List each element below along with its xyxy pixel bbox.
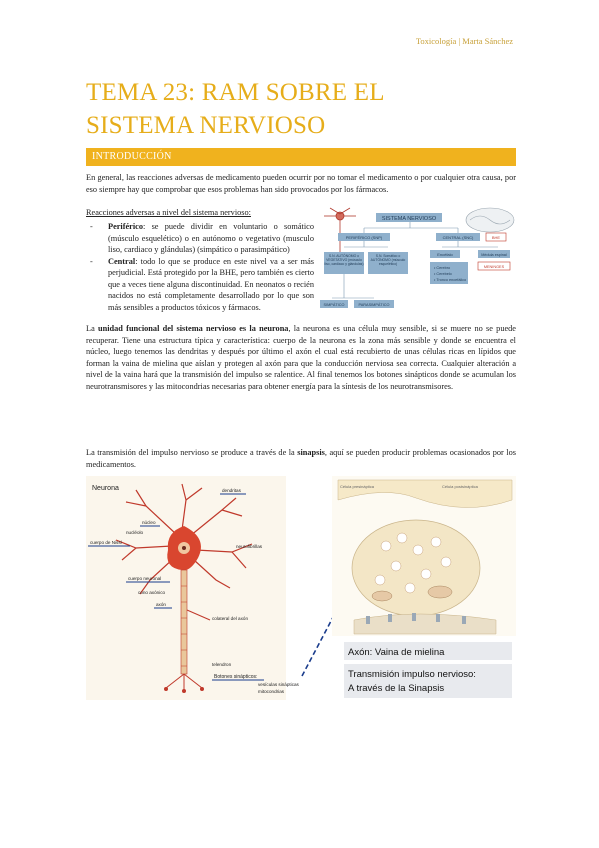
list-item-central <box>86 256 314 314</box>
axon-icon <box>181 570 187 674</box>
diagram-root: SISTEMA NERVIOSO <box>381 216 437 222</box>
diagram-central: CENTRAL (SNC) <box>442 235 474 240</box>
caption-axon: Axón: Vaina de mielina <box>348 647 445 658</box>
nervous-system-list <box>86 221 314 313</box>
section-heading-introduccion: INTRODUCCIÓN <box>86 148 516 166</box>
diagram-cerebelo: • Cerebelo <box>434 272 452 276</box>
neuron-heading: Neurona <box>92 485 119 492</box>
label-vesiculas: vesículas sinápticas <box>258 682 299 687</box>
neuron-synapse-figure <box>86 476 516 700</box>
label-neurofibrillas: neurofibrillas <box>236 544 263 549</box>
diagram-tronco: • Tronco encefálico <box>434 278 467 282</box>
diagram-cerebro: • Cerebro <box>434 266 451 270</box>
diagram-encefalo: Encéfalo <box>437 252 453 257</box>
synapse-panel <box>332 476 516 636</box>
para-bold: unidad funcional del sistema nervioso es la neurona <box>98 324 289 333</box>
page-title <box>86 76 526 142</box>
label-axon: axón <box>156 602 166 607</box>
label-nucleolo: nucléolo <box>126 530 144 535</box>
diagram-simpatico: SIMPÁTICO <box>323 303 345 307</box>
label-cuerpo-nissl: cuerpo de Nissl <box>90 540 122 545</box>
para-bold: sinapsis <box>297 448 325 457</box>
label-botones: Botones sinápticos: <box>214 674 258 680</box>
synapse-pre-label: Célula presináptica <box>340 484 375 489</box>
label-colateral: colateral del axón <box>212 616 249 621</box>
nervous-system-diagram <box>318 206 518 314</box>
diagram-parasimpatico: PARASIMPÁTICO <box>358 303 390 307</box>
para-text: La transmisión del impulso nervioso se produce a través de la <box>86 448 298 457</box>
para-text: La <box>86 324 99 333</box>
neuron-panel <box>86 476 300 700</box>
intro-paragraph: En general, las reacciones adversas de medicamento pueden ocurrir por no tomar el medicamento o por cualquier otra causa, por eso siempre hay que comprobar que esos problemas han sido provocados por los fármacos. <box>86 173 516 194</box>
sinapsis-paragraph <box>86 447 516 470</box>
title-line-1: TEMA 23: RAM SOBRE EL <box>86 79 385 106</box>
label-cuerpo-neuronal: cuerpo neuronal <box>128 576 162 581</box>
para-text: , aquí se pueden producir problemas ocasionados por los medicamentos. <box>86 448 516 469</box>
list-text: : se puede dividir en voluntario o somático (músculo esquelético) o en autónomo o vegetativo (musculo liso, cardiaco y glándulas) (simpático o parasimpático) <box>108 222 314 254</box>
diagram-bhe: BHE <box>491 235 501 240</box>
running-header: Toxicología | Marta Sánchez <box>415 36 513 46</box>
list-text: : todo lo que se produce en este nivel va a ser más perjudicial. Está protegido por la BHE, pero también es cierto que a veces tiene alguna discontinuidad. En neonatos o recién nacidos no está completamente desarrollado por lo que son más sensibles a productos tóxicos y fármacos. <box>108 256 314 312</box>
neurona-paragraph <box>86 323 516 393</box>
synaptic-bouton-icon <box>352 520 480 616</box>
caption-transmision-1: Transmisión impulso nervioso: <box>348 669 476 680</box>
list-dash: - <box>90 256 93 266</box>
subheading-reacciones: Reacciones adversas a nivel del sistema nervioso: <box>86 208 251 217</box>
diagram-medula: Médula espinal <box>481 253 507 257</box>
brain-sketch-icon <box>466 208 514 232</box>
label-mitocondrias: mitocondrias <box>258 689 285 694</box>
list-term: Periférico <box>108 222 144 231</box>
caption-transmision-2: A través de la Sinapsis <box>348 683 445 694</box>
diagram-autonomo: S.N. AUTÓNOMO o VEGETATIVO (músculo liso, cardiaco y glándulas) <box>324 254 364 266</box>
label-dendritas: dendritas <box>222 488 241 493</box>
list-term: Central <box>108 256 136 266</box>
list-item-periferico <box>86 221 314 256</box>
diagram-peripheral: PERIFÉRICO (SNP) <box>345 235 383 240</box>
para-text: , la neurona es una célula muy sensible, si se muere no se puede recuperar. Tiene una estructura típica y característica: cuerpo de la neurona es la zona más sensible y donde se encuentra el núcleo, luego tenemos las dendritas y después por último el axón el cual está recubierto de unas células ricas en lípidos que forman la vaina de mielina que aíslan y protegen al axón para que la conducción nerviosa sea correcta. Cualquier alteración a nivel de la vaina hará que la transmisión del impulso se ralentice. Al final tenemos los botones sinápticos donde se acumulan los neurotransmisores y las mitocondrias necesarias para obtener energía para la síntesis de los neurotransmisores. <box>86 324 516 391</box>
title-line-2: SISTEMA NERVIOSO <box>86 112 326 139</box>
label-telendron: telendron <box>212 662 232 667</box>
diagram-meninges: MENINGES <box>483 265 505 269</box>
diagram-somatico: S.N. Somático o AUTÓNOMO (músculo esquelético) <box>370 254 406 266</box>
label-cono: cono axónico <box>138 590 166 595</box>
list-dash: - <box>90 222 93 231</box>
synapse-post-label: Célula postsináptica <box>442 484 478 489</box>
label-nucleo: núcleo <box>142 520 156 525</box>
